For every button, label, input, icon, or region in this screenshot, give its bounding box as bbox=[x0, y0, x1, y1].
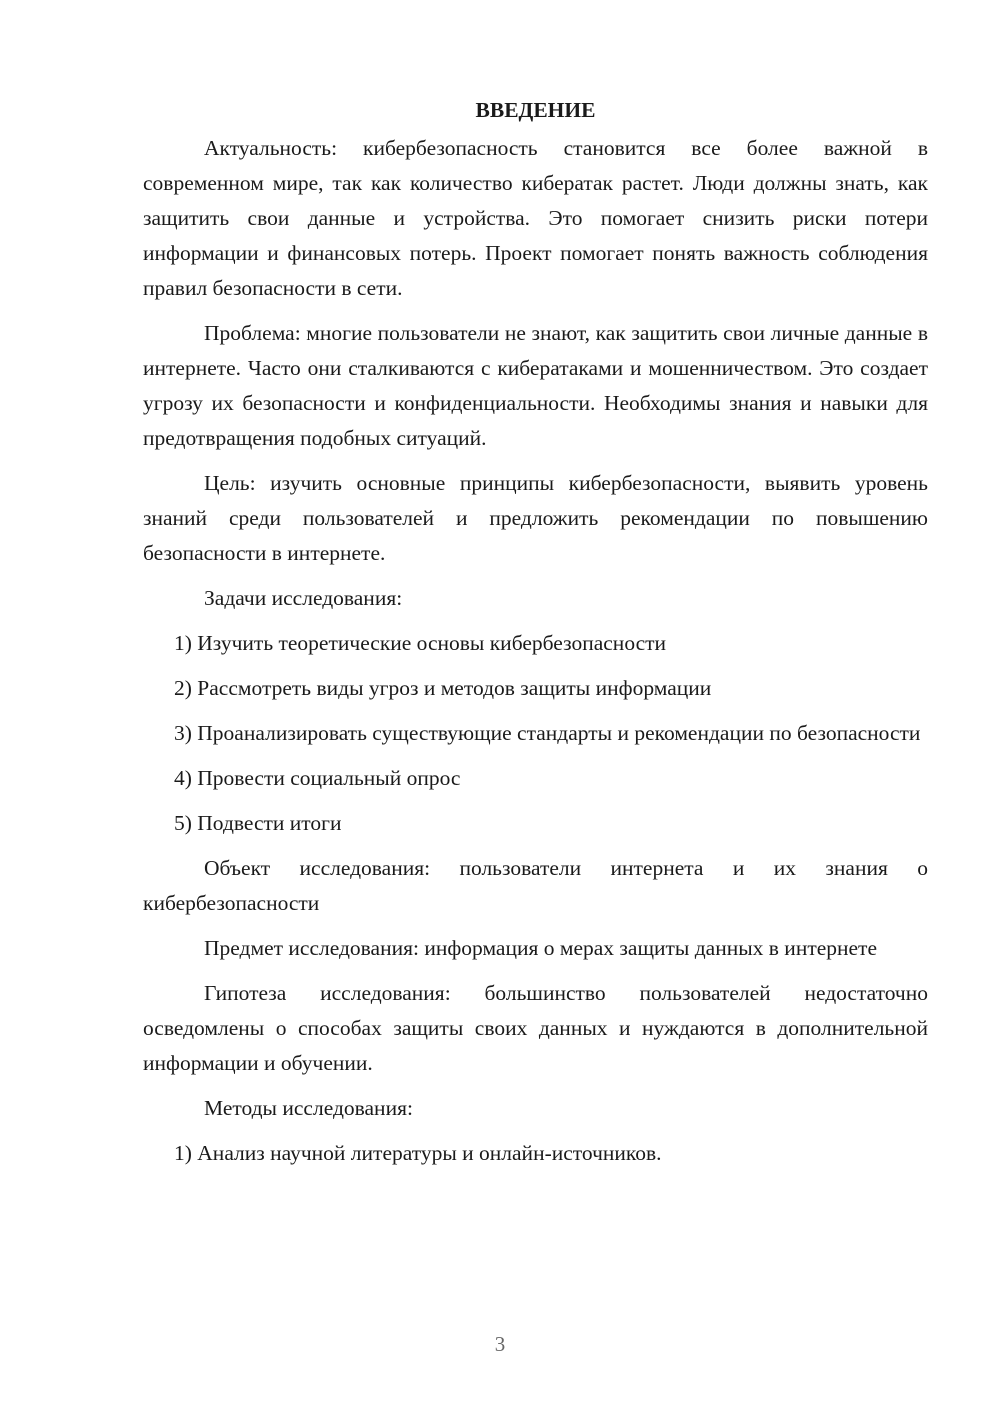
task-item-4: 4) Провести социальный опрос bbox=[174, 766, 461, 790]
section-title: ВВЕДЕНИЕ bbox=[475, 98, 596, 122]
subject-paragraph: Предмет исследования: информация о мерах защиты данных в интернете bbox=[204, 936, 877, 960]
task-item-5: 5) Подвести итоги bbox=[174, 811, 342, 835]
object-paragraph: Объект исследования: пользователи интернета и их знания о кибербезопасности bbox=[143, 856, 928, 915]
relevance-paragraph: Актуальность: кибербезопасность становится все более важной в современном мире, так как количество кибератак растет. Люди должны знать, как защитить свои данные и устройства. Это помогает снизить риски потери информации и финансовых потерь. Проект помогает понять важность соблюдения правил безопасности в сети. bbox=[143, 136, 928, 300]
hypothesis-paragraph: Гипотеза исследования: большинство пользователей недостаточно осведомлены о способах защиты своих данных и нуждаются в дополнительной информации и обучении. bbox=[143, 981, 928, 1075]
document-page bbox=[143, 94, 928, 1171]
tasks-heading: Задачи исследования: bbox=[204, 586, 403, 610]
task-item-2: 2) Рассмотреть виды угроз и методов защиты информации bbox=[174, 676, 712, 700]
methods-list bbox=[143, 1136, 928, 1171]
method-item-1: 1) Анализ научной литературы и онлайн-источников. bbox=[174, 1141, 662, 1165]
goal-paragraph: Цель: изучить основные принципы кибербезопасности, выявить уровень знаний среди пользователей и предложить рекомендации по повышению безопасности в интернете. bbox=[143, 471, 928, 565]
task-item-3: 3) Проанализировать существующие стандарты и рекомендации по безопасности bbox=[174, 721, 921, 745]
page-number: 3 bbox=[494, 1332, 506, 1356]
task-item-1: 1) Изучить теоретические основы кибербезопасности bbox=[174, 631, 667, 655]
problem-paragraph: Проблема: многие пользователи не знают, как защитить свои личные данные в интернете. Часто они сталкиваются с кибератаками и мошенничеством. Это создает угрозу их безопасности и конфиденциальности. Необходимы знания и навыки для предотвращения подобных ситуаций. bbox=[143, 321, 928, 450]
methods-heading: Методы исследования: bbox=[204, 1096, 413, 1120]
tasks-list bbox=[143, 626, 928, 841]
